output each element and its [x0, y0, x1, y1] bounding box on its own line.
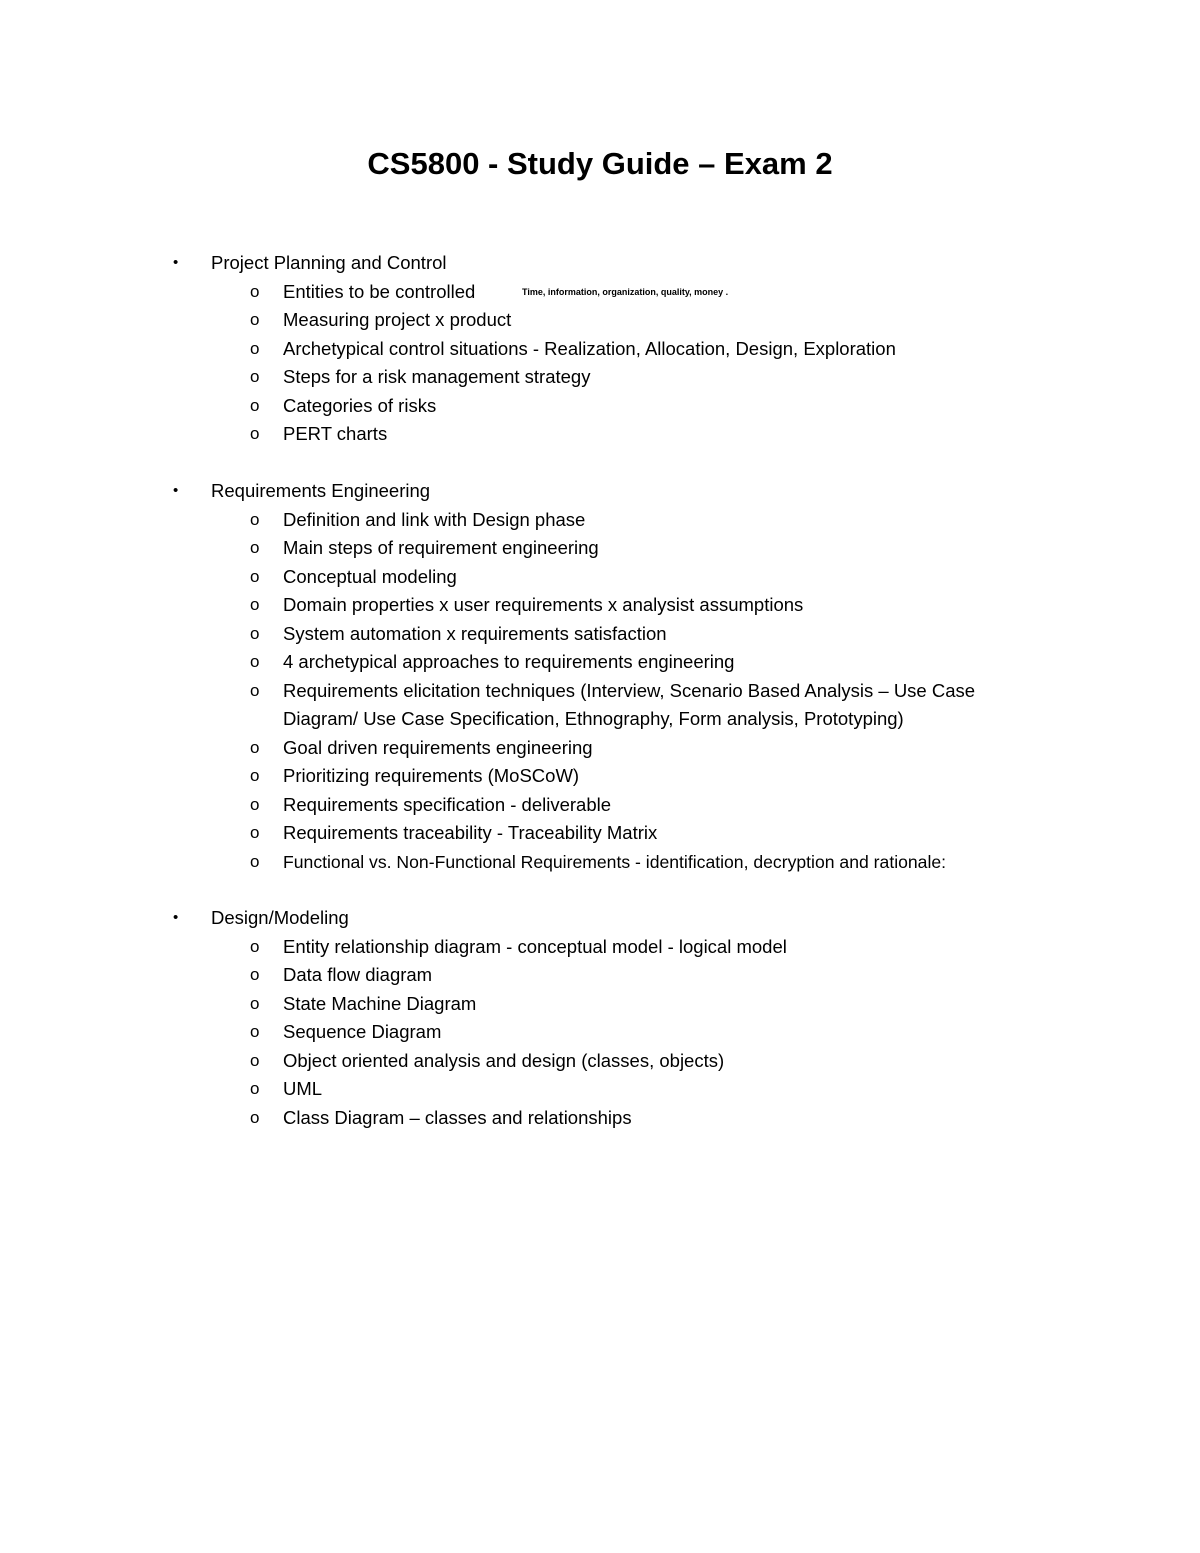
sub-bullet-marker: o: [250, 936, 260, 956]
sub-bullet-marker: o: [250, 566, 260, 586]
list-item: [0, 563, 1200, 592]
list-item: [0, 420, 1200, 449]
list-item-text: Prioritizing requirements (MoSCoW): [283, 765, 580, 786]
sub-bullet-marker: o: [250, 281, 260, 301]
list-item: [0, 306, 1200, 335]
list-item-text: Categories of risks: [283, 394, 437, 416]
section-heading: Design/Modeling: [211, 907, 349, 928]
list-item-text: Requirements elicitation techniques (Interview, Scenario Based Analysis – Use Case Diagram/ Use Case Specification, Ethnography, Form analysis, Prototyping): [283, 679, 976, 729]
sub-bullet-marker: o: [250, 310, 260, 329]
list-item-text: Sequence Diagram: [283, 1021, 442, 1042]
sub-bullet-marker: o: [250, 1050, 260, 1070]
sub-bullet-marker: o: [250, 737, 260, 757]
sub-bullet-marker: o: [250, 1022, 260, 1041]
list-item: [0, 591, 1200, 620]
list-item-text: Main steps of requirement engineering: [283, 537, 599, 558]
list-item-text: Requirements traceability - Traceability Matrix: [283, 822, 658, 843]
sub-bullet-marker: o: [250, 395, 260, 415]
list-item: [0, 762, 1200, 791]
list-item-text: Functional vs. Non-Functional Requirements - identification, decryption and rationale:: [283, 851, 947, 872]
sub-bullet-marker: o: [250, 338, 260, 358]
bullet-marker: •: [173, 482, 179, 499]
list-item-text: Steps for a risk management strategy: [283, 366, 591, 387]
list-item-text: Entity relationship diagram - conceptual model - logical model: [283, 935, 787, 957]
sub-bullet-marker: o: [250, 424, 260, 443]
sub-bullet-marker: o: [250, 652, 260, 671]
section-design-modeling: [0, 904, 1200, 1132]
section-heading-row: [0, 249, 1200, 278]
list-item-text: 4 archetypical approaches to requirements engineering: [283, 651, 735, 672]
list-item: [0, 791, 1200, 820]
list-item: [0, 848, 1200, 877]
list-item-text: UML: [283, 1078, 323, 1099]
sub-bullet-marker: o: [250, 538, 260, 557]
section-heading-row: [0, 477, 1200, 506]
list-item: [0, 278, 1200, 307]
list-item: [0, 648, 1200, 677]
list-item-text: PERT charts: [283, 423, 388, 444]
list-item: [0, 506, 1200, 535]
sub-bullet-marker: o: [250, 367, 260, 386]
section-requirements-engineering: [0, 477, 1200, 876]
sub-bullet-marker: o: [250, 851, 260, 871]
list-item-text: Requirements specification - deliverable: [283, 793, 612, 815]
list-item-text: Archetypical control situations - Realization, Allocation, Design, Exploration: [283, 337, 896, 359]
list-item: [0, 363, 1200, 392]
sub-bullet-marker: o: [250, 509, 260, 529]
sub-bullet-marker: o: [250, 823, 260, 842]
list-item: [0, 933, 1200, 962]
section-heading-row: [0, 904, 1200, 933]
list-item: [0, 1075, 1200, 1104]
handwritten-style-note: Time, information, organization, quality, money .: [522, 286, 729, 297]
sub-bullet-marker: o: [250, 794, 260, 814]
list-item-text: Conceptual modeling: [283, 565, 457, 587]
list-item-text: State Machine Diagram: [283, 992, 477, 1014]
sub-bullet-marker: o: [250, 1079, 260, 1098]
list-item-text: Definition and link with Design phase: [283, 508, 586, 530]
list-item: [0, 1047, 1200, 1076]
page-title: CS5800 - Study Guide – Exam 2: [367, 146, 833, 181]
list-item: [0, 620, 1200, 649]
sub-bullet-marker: o: [250, 766, 260, 785]
list-item-text: Domain properties x user requirements x analysist assumptions: [283, 594, 804, 615]
list-item-text: System automation x requirements satisfaction: [283, 622, 667, 644]
list-item: [0, 961, 1200, 990]
section-heading: Project Planning and Control: [211, 252, 447, 273]
sub-bullet-marker: o: [250, 993, 260, 1013]
sub-bullet-marker: o: [250, 595, 260, 614]
list-item-text: Object oriented analysis and design (classes, objects): [283, 1049, 725, 1071]
list-item: [0, 677, 1200, 734]
sub-bullet-marker: o: [250, 623, 260, 643]
sub-bullet-marker: o: [250, 680, 260, 700]
list-item: [0, 1018, 1200, 1047]
list-item: [0, 534, 1200, 563]
sub-bullet-marker: o: [250, 1107, 260, 1127]
list-item-text: Entities to be controlled: [283, 280, 476, 302]
section-heading: Requirements Engineering: [211, 480, 431, 501]
bullet-marker: •: [173, 254, 179, 271]
list-item: [0, 819, 1200, 848]
list-item-text: Measuring project x product: [283, 309, 512, 330]
bullet-marker: •: [173, 909, 179, 926]
list-item: [0, 734, 1200, 763]
list-item-text: Goal driven requirements engineering: [283, 736, 593, 758]
list-item-text: Data flow diagram: [283, 964, 433, 985]
section-project-planning: [0, 249, 1200, 449]
list-item: [0, 1104, 1200, 1133]
list-item: [0, 392, 1200, 421]
list-item-text: Class Diagram – classes and relationships: [283, 1106, 632, 1128]
list-item: [0, 335, 1200, 364]
list-item: [0, 990, 1200, 1019]
sub-bullet-marker: o: [250, 965, 260, 984]
